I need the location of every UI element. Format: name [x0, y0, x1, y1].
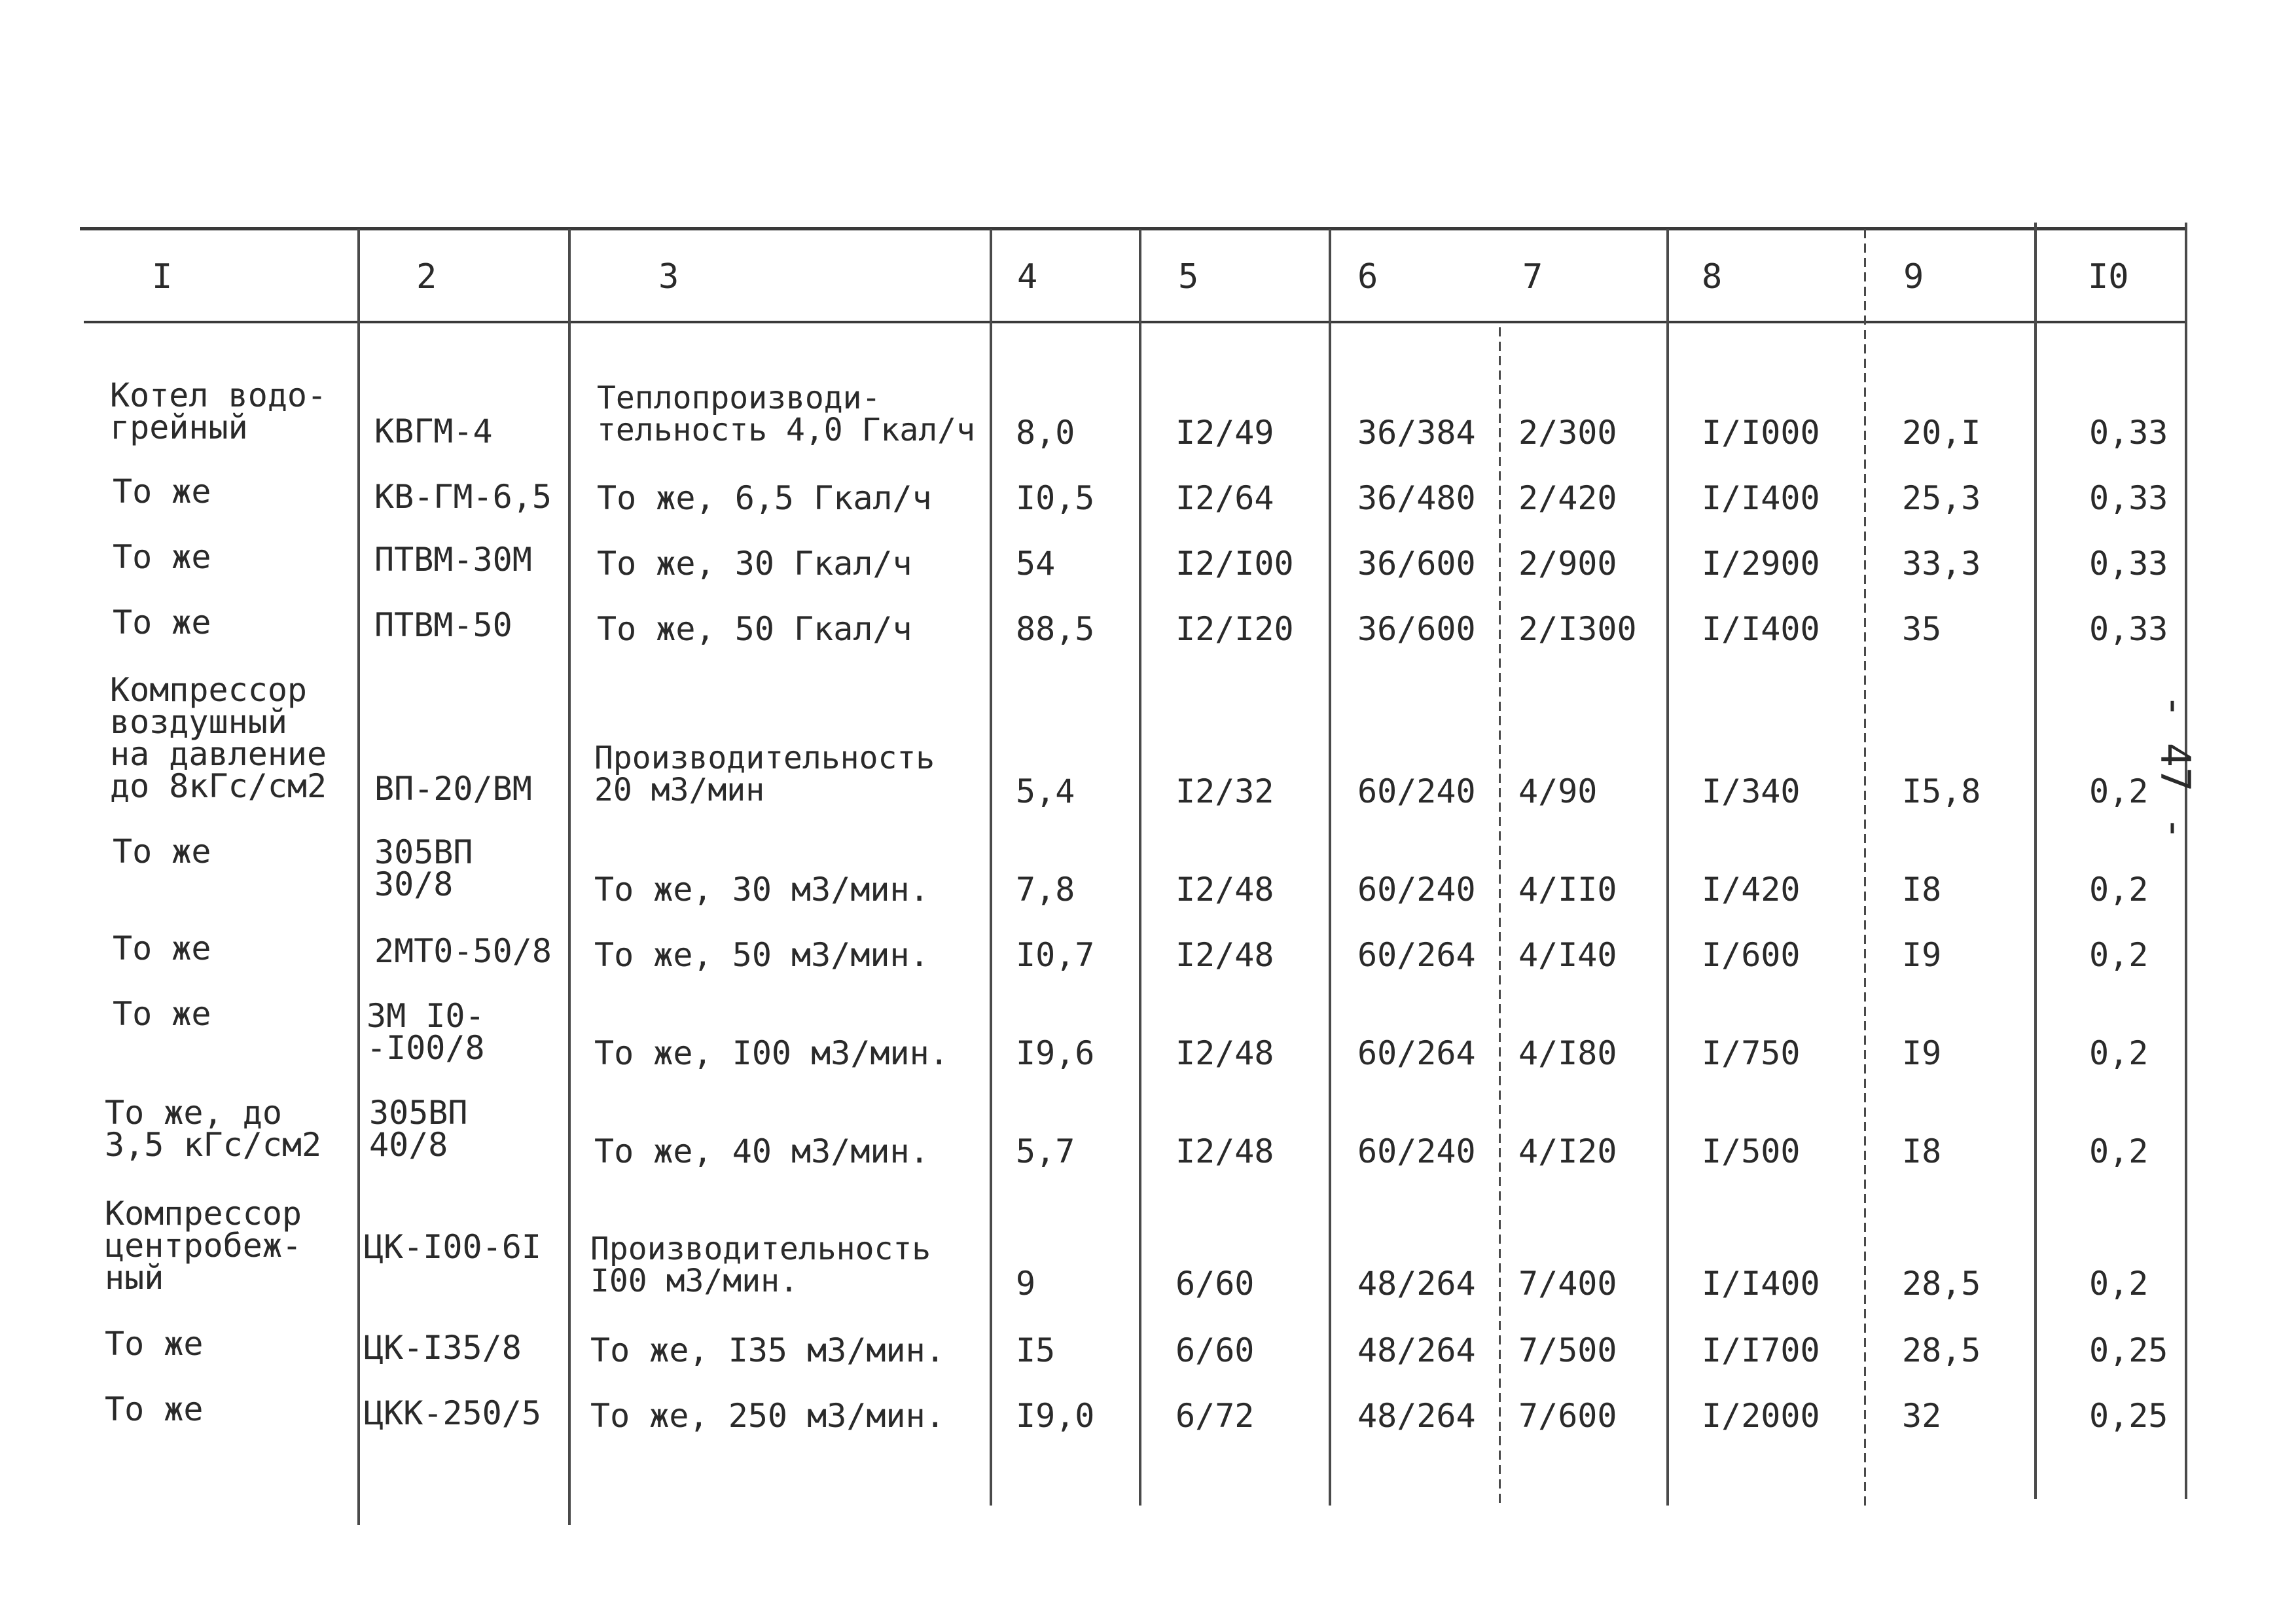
table-cell: 7/500 [1518, 1331, 1617, 1369]
table-cell: 4/90 [1518, 772, 1598, 810]
table-cell: 0,25 [2089, 1331, 2168, 1369]
column-header: 8 [1702, 257, 1723, 297]
table-cell: КВ-ГМ-6,5 [374, 478, 552, 516]
table-cell: 2/300 [1518, 414, 1617, 452]
table-cell: I2/49 [1175, 414, 1274, 452]
table-cell: I9,6 [1016, 1034, 1095, 1072]
table-cell: То же, I00 м3/мин. [594, 1034, 949, 1072]
table-cell: I/420 [1702, 871, 1801, 909]
table-cell: 60/240 [1357, 1132, 1476, 1170]
table-cell: 6/60 [1175, 1265, 1255, 1303]
table-cell: То же, до 3,5 кГс/см2 [105, 1094, 322, 1164]
table-cell: То же [113, 833, 211, 871]
table-cell: Производительность 20 м3/мин [594, 740, 935, 808]
table-cell: 0,2 [2089, 1132, 2149, 1170]
table-cell: Котел водо- грейный [110, 376, 327, 446]
table-cell: 7/600 [1518, 1397, 1617, 1435]
table-cell: 7,8 [1016, 871, 1075, 909]
column-divider-dashed [1864, 229, 1866, 1506]
table-cell: I2/48 [1175, 1034, 1274, 1072]
table-cell: То же, 40 м3/мин. [594, 1132, 929, 1170]
table-cell: КВГМ-4 [374, 412, 493, 450]
table-cell: I/340 [1702, 772, 1801, 810]
table-cell: 0,2 [2089, 871, 2149, 909]
table-cell: 4/I40 [1518, 936, 1617, 974]
table-cell: 6/72 [1175, 1397, 1255, 1435]
table-cell: Компрессор воздушный на давление до 8кГс/см2 [110, 671, 327, 805]
table-cell: То же [105, 1390, 204, 1428]
table-cell: 2/420 [1518, 479, 1617, 517]
table-cell: I2/48 [1175, 871, 1274, 909]
table-cell: 28,5 [1902, 1265, 1981, 1303]
column-header: I [152, 257, 173, 297]
table-cell: ВП-20/ВМ [374, 770, 532, 808]
table-cell: 2МТ0-50/8 [374, 932, 552, 970]
column-header: 2 [416, 257, 437, 297]
table-cell: 0,33 [2089, 610, 2168, 648]
table-cell: 35 [1902, 610, 1942, 648]
table-cell: 9 [1016, 1265, 1036, 1303]
table-cell: То же, 30 м3/мин. [594, 871, 929, 909]
table-cell: 20,I [1902, 414, 1981, 452]
page-number: - 47 - [2151, 694, 2199, 840]
table-cell: То же [113, 929, 211, 967]
table-cell: 33,3 [1902, 545, 1981, 583]
table-cell: I2/I20 [1175, 610, 1294, 648]
table-cell: I/750 [1702, 1034, 1801, 1072]
table-cell: 48/264 [1357, 1265, 1476, 1303]
table-cell: 4/I80 [1518, 1034, 1617, 1072]
table-cell: I8 [1902, 871, 1942, 909]
table-cell: 48/264 [1357, 1397, 1476, 1435]
column-header: 7 [1522, 257, 1543, 297]
table-cell: I2/32 [1175, 772, 1274, 810]
table-cell: I9 [1902, 936, 1942, 974]
table-cell: 0,2 [2089, 936, 2149, 974]
table-cell: 36/480 [1357, 479, 1476, 517]
table-cell: То же [113, 538, 211, 576]
column-header: 4 [1017, 257, 1038, 297]
table-cell: I/I400 [1702, 479, 1820, 517]
table-cell: I5 [1016, 1331, 1056, 1369]
table-cell: 36/600 [1357, 610, 1476, 648]
column-divider [568, 229, 571, 1525]
table-top-rule [80, 227, 2187, 230]
table-cell: То же, 30 Гкал/ч [597, 545, 912, 583]
table-cell: I0,7 [1016, 936, 1095, 974]
table-cell: 60/240 [1357, 871, 1476, 909]
table-cell: I/I000 [1702, 414, 1820, 452]
column-header: 6 [1357, 257, 1378, 297]
table-cell: 54 [1016, 545, 1056, 583]
table-cell: I0,5 [1016, 479, 1095, 517]
table-cell: 25,3 [1902, 479, 1981, 517]
table-cell: 36/600 [1357, 545, 1476, 583]
table-cell: 28,5 [1902, 1331, 1981, 1369]
table-cell: 48/264 [1357, 1331, 1476, 1369]
table-cell: То же [113, 604, 211, 641]
table-cell: 88,5 [1016, 610, 1095, 648]
table-cell: 0,25 [2089, 1397, 2168, 1435]
column-header: 5 [1178, 257, 1199, 297]
table-cell: I8 [1902, 1132, 1942, 1170]
column-divider [1329, 229, 1331, 1506]
header-bottom-rule [84, 321, 2185, 323]
table-cell: То же, 6,5 Гкал/ч [597, 479, 932, 517]
table-cell: 5,4 [1016, 772, 1075, 810]
column-divider-dashed [1499, 327, 1501, 1506]
table-cell: ПТВМ-30М [374, 541, 532, 579]
column-divider [1666, 229, 1669, 1506]
table-cell: ЦК-I35/8 [364, 1329, 522, 1367]
table-cell: 7/400 [1518, 1265, 1617, 1303]
table-cell: 6/60 [1175, 1331, 1255, 1369]
table-cell: То же [113, 473, 211, 511]
column-divider [2034, 223, 2037, 1499]
table-cell: 2/I300 [1518, 610, 1637, 648]
table-cell: 0,33 [2089, 545, 2168, 583]
table-cell: То же [113, 995, 211, 1033]
table-cell: I/I400 [1702, 1265, 1820, 1303]
table-cell: I/I700 [1702, 1331, 1820, 1369]
table-cell: 32 [1902, 1397, 1942, 1435]
table-cell: То же, 50 Гкал/ч [597, 610, 912, 648]
table-cell: 60/240 [1357, 772, 1476, 810]
table-cell: Производительность I00 м3/мин. [590, 1231, 931, 1299]
table-cell: 2/900 [1518, 545, 1617, 583]
table-cell: 0,33 [2089, 414, 2168, 452]
table-cell: То же [105, 1325, 204, 1363]
table-cell: I/2900 [1702, 545, 1820, 583]
table-cell: I2/64 [1175, 479, 1274, 517]
table-cell: 0,33 [2089, 479, 2168, 517]
table-cell: ЗМ I0- -I00/8 [367, 997, 485, 1067]
table-cell: 8,0 [1016, 414, 1075, 452]
table-cell: ЦКК-250/5 [364, 1394, 541, 1432]
table-cell: 0,2 [2089, 1034, 2149, 1072]
table-cell: 4/II0 [1518, 871, 1617, 909]
table-cell: I9,0 [1016, 1397, 1095, 1435]
table-cell: ПТВМ-50 [374, 606, 512, 644]
table-cell: 305ВП 30/8 [374, 833, 473, 903]
table-cell: I2/I00 [1175, 545, 1294, 583]
table-cell: I/I400 [1702, 610, 1820, 648]
table-cell: То же, 50 м3/мин. [594, 936, 929, 974]
table-cell: 0,2 [2089, 772, 2149, 810]
table-cell: 305ВП 40/8 [369, 1094, 468, 1164]
column-header: 3 [658, 257, 679, 297]
table-cell: ЦК-I00-6I [364, 1228, 541, 1266]
table-cell: Компрессор центробеж- ный [105, 1195, 302, 1297]
table-cell: 5,7 [1016, 1132, 1075, 1170]
column-header: 9 [1903, 257, 1924, 297]
table-cell: 4/I20 [1518, 1132, 1617, 1170]
table-cell: Теплопроизводи- тельность 4,0 Гкал/ч [597, 380, 975, 448]
table-cell: I/600 [1702, 936, 1801, 974]
table-cell: 60/264 [1357, 936, 1476, 974]
table-cell: I/2000 [1702, 1397, 1820, 1435]
table-cell: То же, 250 м3/мин. [590, 1397, 945, 1435]
table-cell: 60/264 [1357, 1034, 1476, 1072]
column-divider [357, 229, 360, 1525]
table-cell: 0,2 [2089, 1265, 2149, 1303]
table-cell: I9 [1902, 1034, 1942, 1072]
table-cell: I5,8 [1902, 772, 1981, 810]
table-cell: I/500 [1702, 1132, 1801, 1170]
column-divider [1139, 229, 1141, 1506]
table-cell: 36/384 [1357, 414, 1476, 452]
column-header: I0 [2088, 257, 2129, 297]
column-divider [2185, 223, 2187, 1499]
column-divider [990, 229, 992, 1506]
table-cell: То же, I35 м3/мин. [590, 1331, 945, 1369]
table-cell: I2/48 [1175, 1132, 1274, 1170]
table-cell: I2/48 [1175, 936, 1274, 974]
